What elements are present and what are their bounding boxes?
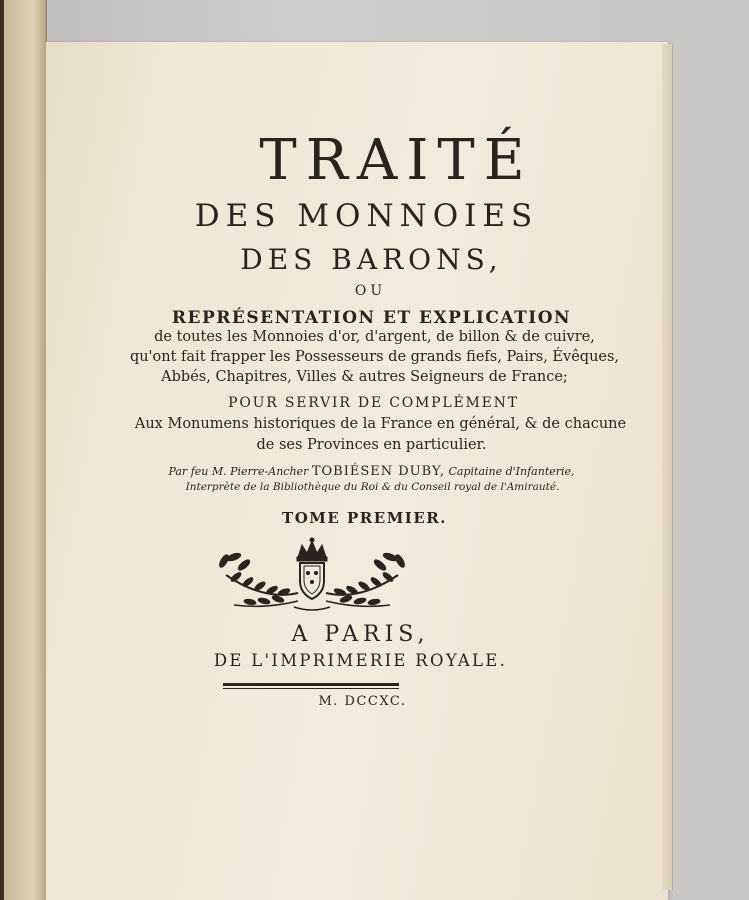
- publication-year: M. DCCXC.: [318, 694, 407, 709]
- place: A PARIS,: [291, 622, 430, 647]
- royal-arms-ornament-icon: [214, 535, 410, 615]
- author-line-2: Interprète de la Bibliothèque du Roi & du Conseil royal de l'Amirauté.: [185, 481, 560, 493]
- purpose-heading: POUR SERVIR DE COMPLÉMENT: [228, 395, 519, 411]
- description-line-1: de toutes les Monnoies d'or, d'argent, de billon & de cuivre,: [154, 329, 595, 345]
- author-line: [0, 464, 746, 479]
- publisher: DE L'IMPRIMERIE ROYALE.: [213, 651, 508, 670]
- title-main: TRAITÉ: [259, 128, 534, 193]
- volume-label: TOME PREMIER.: [282, 509, 447, 527]
- description-line-2: qu'ont fait frapper les Possesseurs de grands fiefs, Pairs, Évêques,: [129, 349, 620, 365]
- purpose-line-1: Aux Monumens historiques de la France en général, & de chacune: [134, 416, 627, 432]
- subtitle: REPRÉSENTATION ET EXPLICATION: [171, 308, 572, 328]
- purpose-line-2: de ses Provinces en particulier.: [256, 437, 487, 453]
- author-suffix: Capitaine d'Infanterie,: [448, 465, 575, 478]
- double-rule-thin: [223, 688, 399, 689]
- title-line-3: DES BARONS,: [240, 243, 503, 276]
- title-line-2: DES MONNOIES: [194, 198, 539, 234]
- description-line-3: Abbés, Chapitres, Villes & autres Seigneurs de France;: [161, 369, 568, 385]
- author-prefix: Par feu M. Pierre-Ancher: [168, 465, 309, 478]
- conjunction: OU: [354, 283, 387, 299]
- double-rule-thick: [223, 683, 399, 686]
- author-name: TOBIÉSEN DUBY,: [311, 464, 445, 479]
